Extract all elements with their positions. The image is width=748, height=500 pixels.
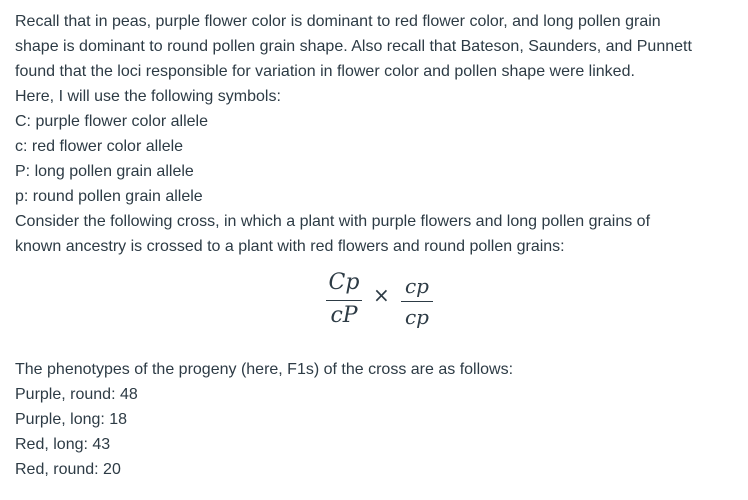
parent2-genotype: [399, 273, 435, 330]
intro-line: shape is dominant to round pollen grain shape. Also recall that Bateson, Saunders, and Punnett: [15, 38, 692, 55]
intro-paragraph: [15, 9, 743, 109]
symbol-item: P: long pollen grain allele: [15, 163, 194, 180]
cross-intro-line: Consider the following cross, in which a plant with purple flowers and long pollen grains of: [15, 213, 651, 230]
progeny-item: Purple, round: 48: [15, 386, 138, 403]
parent1-genotype: [324, 270, 364, 329]
cross-operator: ×: [373, 283, 390, 307]
parent1-chromosome-bottom: cP: [330, 303, 358, 328]
problem-document: [15, 9, 743, 482]
intro-line: Here, I will use the following symbols:: [15, 88, 281, 105]
intro-line: Recall that in peas, purple flower color is dominant to red flower color, and long pollen grain: [15, 13, 661, 30]
progeny-item: Red, round: 20: [15, 461, 121, 478]
progeny-list: [15, 382, 743, 482]
parent1-chromosome-top: Cp: [328, 270, 360, 295]
cross-intro-line: known ancestry is crossed to a plant with red flowers and round pollen grains:: [15, 238, 565, 255]
symbol-item: p: round pollen grain allele: [15, 188, 203, 205]
symbol-item: c: red flower color allele: [15, 138, 184, 155]
parent2-chromosome-bottom: cp: [404, 305, 429, 329]
intro-line: found that the loci responsible for variation in flower color and pollen shape were linked.: [15, 63, 635, 80]
symbol-item: C: purple flower color allele: [15, 113, 208, 130]
cross-equation: [15, 259, 743, 357]
progeny-intro: The phenotypes of the progeny (here, F1s) of the cross are as follows:: [15, 361, 514, 378]
symbol-list: [15, 109, 743, 209]
cross-intro-paragraph: [15, 209, 743, 259]
parent2-chromosome-top: cp: [404, 274, 429, 298]
progeny-item: Red, long: 43: [15, 436, 111, 453]
progeny-item: Purple, long: 18: [15, 411, 128, 428]
